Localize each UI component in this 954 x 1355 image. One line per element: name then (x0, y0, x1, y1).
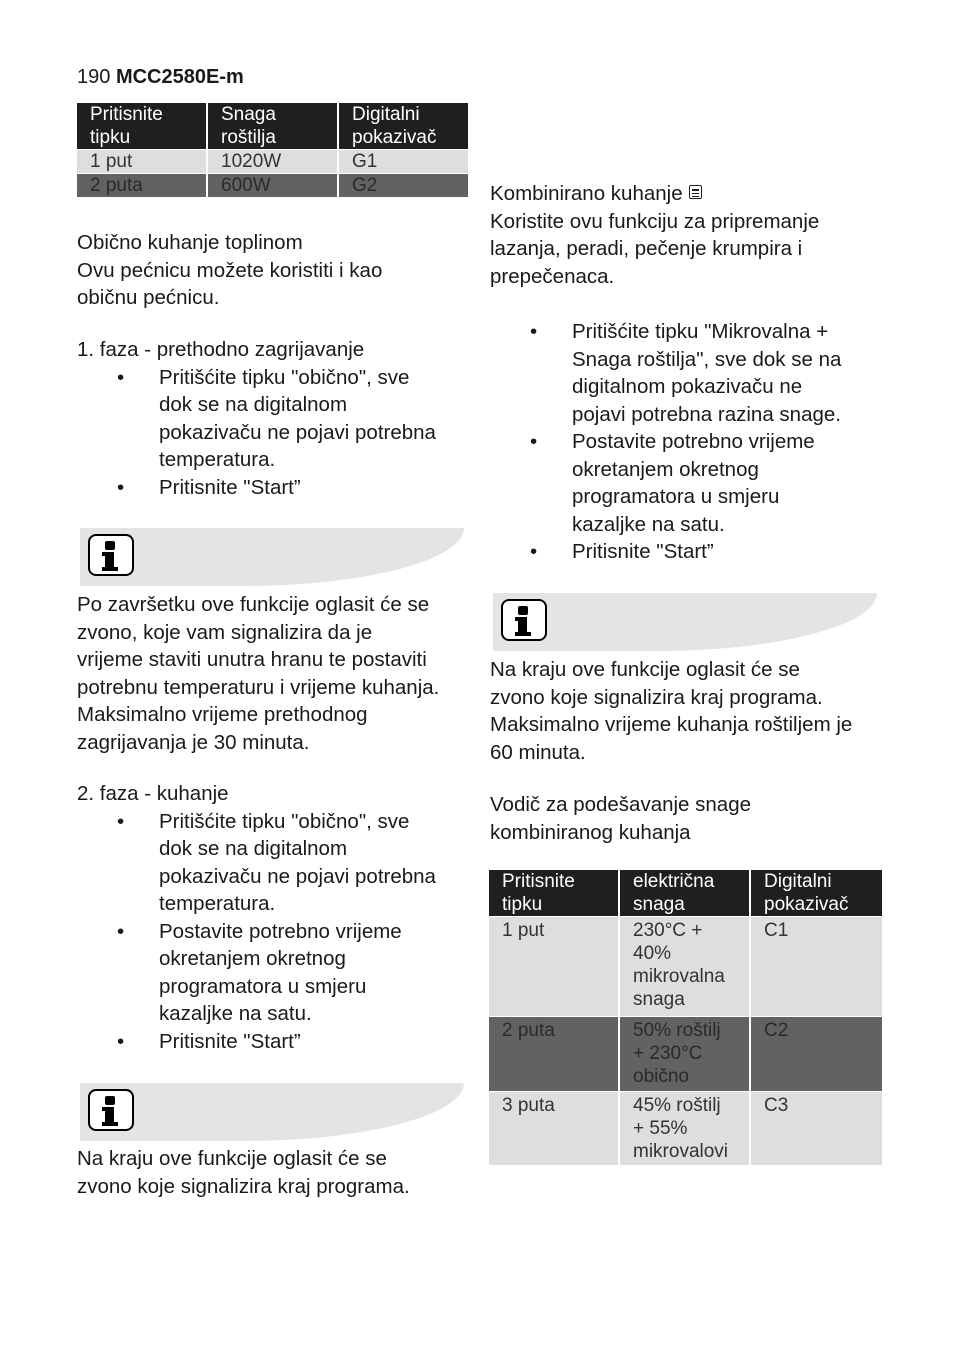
table-cell: 3 puta (489, 1092, 619, 1165)
bullet-list (490, 318, 885, 566)
section-title: 1. faza - prethodno zagrijavanje (77, 338, 365, 361)
table-cell: 2 puta (489, 1017, 619, 1092)
list-item: • Postavite potrebno vrijeme okretanjem okretnog programatora u smjeru kazaljke na satu. (490, 428, 885, 538)
table-cell: G2 (338, 174, 468, 198)
bullet-list (77, 364, 472, 502)
table-cell: C1 (750, 917, 882, 1017)
phase1-section (77, 336, 472, 501)
table-cell: 2 puta (77, 174, 207, 198)
section-title: Kombinirano kuhanje (490, 180, 885, 208)
table-cell: G1 (338, 150, 468, 174)
section-title: 2. faza - kuhanje (77, 782, 229, 805)
table-row (489, 1092, 882, 1165)
table-cell: C3 (750, 1092, 882, 1165)
table-header-cell: Digitalni pokazivač (750, 870, 882, 917)
heat-cooking-section (77, 229, 472, 312)
page-number: 190 (77, 66, 111, 88)
section-title: Obično kuhanje toplinom (77, 231, 303, 254)
table-header-row (489, 870, 882, 917)
bullet-list (77, 808, 472, 1056)
info-note-banner (80, 528, 464, 586)
info-icon (88, 534, 134, 576)
info-icon (88, 1089, 134, 1131)
table-row (77, 174, 468, 198)
paragraph: Koristite ovu funkciju za pripremanje lazanja, peradi, pečenje krumpira i prepečenaca. (490, 209, 820, 288)
table-header-cell: Pritisnite tipku (77, 103, 207, 150)
guide-title: Vodič za podešavanje snage kombiniranog kuhanja (490, 793, 752, 844)
info-note-text: Na kraju ove funkcije oglasit će se zvono koje signalizira kraj programa. (77, 1147, 410, 1198)
table-cell: 600W (207, 174, 338, 198)
list-item: • Pritisnite "Start” (77, 474, 472, 502)
combo-mode-icon (689, 185, 702, 199)
list-item: • Pritišćite tipku "obično", sve dok se na digitalnom pokazivaču ne pojavi potrebna temperatura. (77, 364, 472, 474)
info-note-text: Na kraju ove funkcije oglasit će se zvono koje signalizira kraj programa. Maksimalno vrijeme kuhanja roštiljem je 60 minuta. (490, 658, 853, 764)
phase2-section (77, 780, 472, 1055)
table-cell: 230°C + 40% mikrovalna snaga (619, 917, 750, 1017)
info-note-banner (80, 1083, 464, 1141)
paragraph: Ovu pećnicu možete koristiti i kao običnu pećnicu. (77, 258, 383, 309)
table-cell: 1 put (489, 917, 619, 1017)
info-note-banner (493, 593, 877, 651)
grill-power-table (77, 103, 468, 197)
info-note-text: Po završetku ove funkcije oglasit će se zvono, koje vam signalizira da je vrijeme staviti unutra hranu te postaviti potrebnu temperaturu i vrijeme kuhanja. Maksimalno vrijeme prethodnog zagrijavanja je 30 minuta. (77, 593, 440, 754)
table-header-row (77, 103, 468, 150)
table-row (77, 150, 468, 174)
table-header-cell: Pritisnite tipku (489, 870, 619, 917)
combo-power-table (489, 870, 882, 1165)
model-name: MCC2580E-m (115, 66, 244, 88)
table-header-cell: električna snaga (619, 870, 750, 917)
combo-cooking-section (490, 180, 885, 290)
list-item: • Pritišćite tipku "obično", sve dok se na digitalnom pokazivaču ne pojavi potrebna temperatura. (77, 808, 472, 918)
combo-steps (490, 318, 885, 566)
table-row (489, 917, 882, 1017)
table-header-cell: Digitalni pokazivač (338, 103, 468, 150)
table-cell: 50% roštilj + 230°C obično (619, 1017, 750, 1092)
list-item: • Postavite potrebno vrijeme okretanjem okretnog programatora u smjeru kazaljke na satu. (77, 918, 472, 1028)
table-cell: 45% roštilj + 55% mikrovalovi (619, 1092, 750, 1165)
list-item: • Pritisnite "Start” (490, 538, 885, 566)
table-cell: 1020W (207, 150, 338, 174)
page-header (77, 64, 244, 90)
info-icon (501, 599, 547, 641)
list-item: • Pritisnite "Start” (77, 1028, 472, 1056)
list-item: • Pritišćite tipku "Mikrovalna + Snaga roštilja", sve dok se na digitalnom pokazivaču ne pojavi potrebna razina snage. (490, 318, 885, 428)
table-cell: C2 (750, 1017, 882, 1092)
table-cell: 1 put (77, 150, 207, 174)
table-row (489, 1017, 882, 1092)
table-header-cell: Snaga roštilja (207, 103, 338, 150)
